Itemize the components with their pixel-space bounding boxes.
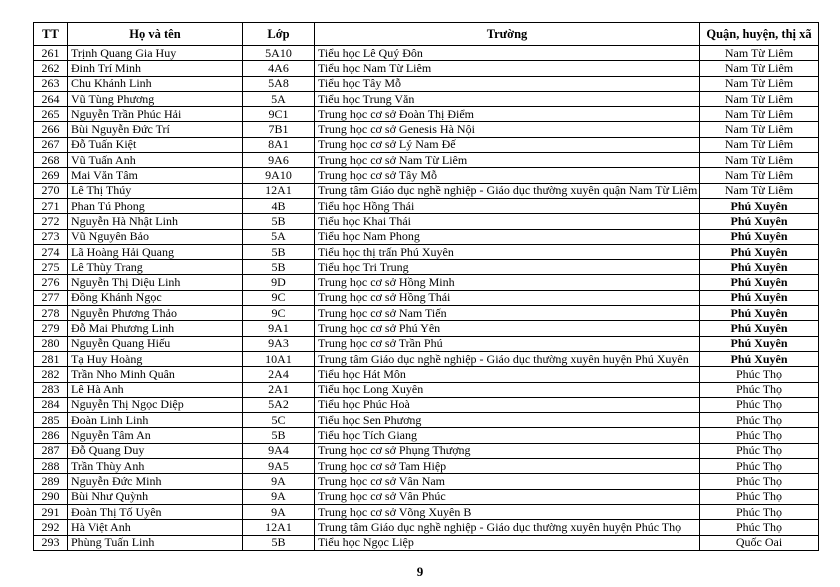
cell-name: Bùi Như Quỳnh	[68, 489, 243, 504]
cell-name: Hà Việt Anh	[68, 520, 243, 535]
cell-district: Phú Xuyên	[700, 198, 819, 213]
table-row	[34, 413, 819, 428]
cell-tt: 266	[34, 122, 68, 137]
table-row	[34, 443, 819, 458]
cell-name: Lã Hoàng Hải Quang	[68, 244, 243, 259]
cell-name: Mai Văn Tâm	[68, 168, 243, 183]
header-name: Họ và tên	[68, 23, 243, 46]
cell-tt: 283	[34, 382, 68, 397]
cell-tt: 287	[34, 443, 68, 458]
cell-class: 5A10	[243, 46, 315, 61]
cell-class: 9A	[243, 489, 315, 504]
cell-class: 5A2	[243, 397, 315, 412]
cell-school: Trung học cơ sở Võng Xuyên B	[315, 504, 700, 519]
cell-name: Trịnh Quang Gia Huy	[68, 46, 243, 61]
table-row	[34, 46, 819, 61]
cell-school: Tiểu học Hát Môn	[315, 367, 700, 382]
cell-class: 9A6	[243, 153, 315, 168]
cell-tt: 265	[34, 107, 68, 122]
table-row	[34, 306, 819, 321]
cell-school: Trung học cơ sở Hồng Minh	[315, 275, 700, 290]
cell-school: Tiểu học Trung Văn	[315, 91, 700, 106]
cell-school: Trung học cơ sở Nam Tiến	[315, 306, 700, 321]
cell-class: 5B	[243, 535, 315, 550]
cell-name: Vũ Tuấn Anh	[68, 153, 243, 168]
table-row	[34, 183, 819, 198]
cell-class: 4A6	[243, 61, 315, 76]
cell-school: Trung học cơ sở Phụng Thượng	[315, 443, 700, 458]
cell-name: Trần Nho Minh Quân	[68, 367, 243, 382]
cell-class: 2A4	[243, 367, 315, 382]
cell-class: 9A10	[243, 168, 315, 183]
cell-district: Nam Từ Liêm	[700, 153, 819, 168]
cell-tt: 267	[34, 137, 68, 152]
cell-tt: 277	[34, 290, 68, 305]
cell-school: Trung học cơ sở Hồng Thái	[315, 290, 700, 305]
cell-district: Quốc Oai	[700, 535, 819, 550]
cell-name: Phan Tú Phong	[68, 198, 243, 213]
cell-district: Phúc Thọ	[700, 397, 819, 412]
cell-name: Đoàn Linh Linh	[68, 413, 243, 428]
cell-district: Phúc Thọ	[700, 520, 819, 535]
cell-name: Nguyễn Thị Diệu Linh	[68, 275, 243, 290]
cell-name: Nguyễn Thị Ngọc Diệp	[68, 397, 243, 412]
cell-tt: 268	[34, 153, 68, 168]
table-row	[34, 198, 819, 213]
cell-tt: 288	[34, 459, 68, 474]
cell-name: Lê Thùy Trang	[68, 260, 243, 275]
cell-district: Phú Xuyên	[700, 244, 819, 259]
cell-tt: 279	[34, 321, 68, 336]
header-school: Trường	[315, 23, 700, 46]
cell-district: Phúc Thọ	[700, 443, 819, 458]
cell-school: Trung học cơ sở Đoàn Thị Điểm	[315, 107, 700, 122]
table-row	[34, 153, 819, 168]
cell-district: Phúc Thọ	[700, 413, 819, 428]
cell-class: 2A1	[243, 382, 315, 397]
cell-class: 9A1	[243, 321, 315, 336]
cell-district: Phú Xuyên	[700, 336, 819, 351]
cell-tt: 269	[34, 168, 68, 183]
cell-class: 9C1	[243, 107, 315, 122]
cell-class: 5C	[243, 413, 315, 428]
cell-district: Phúc Thọ	[700, 428, 819, 443]
cell-school: Trung tâm Giáo dục nghề nghiệp - Giáo dục thường xuyên huyện Phú Xuyên	[315, 351, 700, 366]
cell-class: 10A1	[243, 351, 315, 366]
cell-school: Trung học cơ sở Genesis Hà Nội	[315, 122, 700, 137]
cell-school: Trung học cơ sở Tam Hiệp	[315, 459, 700, 474]
cell-tt: 272	[34, 214, 68, 229]
table-row	[34, 168, 819, 183]
cell-district: Nam Từ Liêm	[700, 91, 819, 106]
cell-tt: 275	[34, 260, 68, 275]
cell-tt: 271	[34, 198, 68, 213]
cell-district: Nam Từ Liêm	[700, 137, 819, 152]
table-row	[34, 321, 819, 336]
cell-class: 9A3	[243, 336, 315, 351]
cell-class: 8A1	[243, 137, 315, 152]
table-row	[34, 535, 819, 550]
table-row	[34, 489, 819, 504]
cell-tt: 263	[34, 76, 68, 91]
cell-tt: 289	[34, 474, 68, 489]
cell-name: Đồng Khánh Ngọc	[68, 290, 243, 305]
cell-tt: 292	[34, 520, 68, 535]
table-row	[34, 428, 819, 443]
cell-name: Lê Thị Thúy	[68, 183, 243, 198]
cell-school: Trung học cơ sở Trần Phú	[315, 336, 700, 351]
cell-school: Trung học cơ sở Lý Nam Đế	[315, 137, 700, 152]
cell-school: Tiểu học Tri Trung	[315, 260, 700, 275]
cell-school: Tiểu học Ngọc Liệp	[315, 535, 700, 550]
cell-class: 9C	[243, 290, 315, 305]
cell-tt: 286	[34, 428, 68, 443]
table-row	[34, 336, 819, 351]
cell-district: Phú Xuyên	[700, 214, 819, 229]
cell-class: 5A	[243, 229, 315, 244]
cell-tt: 273	[34, 229, 68, 244]
table-row	[34, 520, 819, 535]
cell-class: 12A1	[243, 183, 315, 198]
cell-class: 9C	[243, 306, 315, 321]
cell-class: 12A1	[243, 520, 315, 535]
cell-name: Đỗ Tuấn Kiệt	[68, 137, 243, 152]
cell-name: Chu Khánh Linh	[68, 76, 243, 91]
table-row	[34, 459, 819, 474]
cell-tt: 293	[34, 535, 68, 550]
cell-school: Trung học cơ sở Phú Yên	[315, 321, 700, 336]
cell-class: 5A8	[243, 76, 315, 91]
table-row	[34, 290, 819, 305]
cell-district: Nam Từ Liêm	[700, 168, 819, 183]
cell-school: Trung học cơ sở Vân Nam	[315, 474, 700, 489]
cell-school: Trung tâm Giáo dục nghề nghiệp - Giáo dục thường xuyên quận Nam Từ Liêm	[315, 183, 700, 198]
cell-school: Trung học cơ sở Tây Mỗ	[315, 168, 700, 183]
table-row	[34, 504, 819, 519]
cell-school: Tiểu học Khai Thái	[315, 214, 700, 229]
cell-tt: 285	[34, 413, 68, 428]
cell-class: 9A5	[243, 459, 315, 474]
table-row	[34, 244, 819, 259]
table-row	[34, 229, 819, 244]
cell-name: Phùng Tuấn Linh	[68, 535, 243, 550]
table-row	[34, 122, 819, 137]
cell-name: Nguyễn Hà Nhật Linh	[68, 214, 243, 229]
cell-name: Lê Hà Anh	[68, 382, 243, 397]
cell-school: Tiểu học Nam Từ Liêm	[315, 61, 700, 76]
cell-tt: 278	[34, 306, 68, 321]
cell-school: Tiểu học Tây Mỗ	[315, 76, 700, 91]
cell-class: 5B	[243, 214, 315, 229]
cell-name: Tạ Huy Hoàng	[68, 351, 243, 366]
table-row	[34, 76, 819, 91]
table-row	[34, 474, 819, 489]
cell-district: Phú Xuyên	[700, 260, 819, 275]
cell-class: 5B	[243, 244, 315, 259]
cell-school: Tiểu học Long Xuyên	[315, 382, 700, 397]
cell-tt: 284	[34, 397, 68, 412]
cell-district: Phú Xuyên	[700, 290, 819, 305]
cell-name: Bùi Nguyễn Đức Trí	[68, 122, 243, 137]
cell-class: 4B	[243, 198, 315, 213]
cell-class: 9D	[243, 275, 315, 290]
cell-name: Nguyễn Phương Thảo	[68, 306, 243, 321]
cell-name: Đỗ Mai Phương Linh	[68, 321, 243, 336]
table-row	[34, 351, 819, 366]
table-row	[34, 137, 819, 152]
cell-district: Nam Từ Liêm	[700, 61, 819, 76]
cell-tt: 276	[34, 275, 68, 290]
table-row	[34, 91, 819, 106]
cell-tt: 290	[34, 489, 68, 504]
cell-name: Vũ Nguyên Bảo	[68, 229, 243, 244]
cell-district: Phúc Thọ	[700, 459, 819, 474]
cell-name: Đinh Trí Minh	[68, 61, 243, 76]
cell-district: Phúc Thọ	[700, 367, 819, 382]
cell-district: Phú Xuyên	[700, 306, 819, 321]
cell-tt: 282	[34, 367, 68, 382]
cell-class: 9A4	[243, 443, 315, 458]
cell-school: Tiểu học thị trấn Phú Xuyên	[315, 244, 700, 259]
cell-district: Phú Xuyên	[700, 321, 819, 336]
cell-district: Phúc Thọ	[700, 474, 819, 489]
table-row	[34, 214, 819, 229]
cell-district: Phú Xuyên	[700, 229, 819, 244]
cell-district: Nam Từ Liêm	[700, 183, 819, 198]
cell-name: Đoàn Thị Tố Uyên	[68, 504, 243, 519]
cell-tt: 291	[34, 504, 68, 519]
cell-district: Phú Xuyên	[700, 275, 819, 290]
cell-school: Tiểu học Lê Quý Đôn	[315, 46, 700, 61]
cell-tt: 261	[34, 46, 68, 61]
cell-tt: 274	[34, 244, 68, 259]
table-row	[34, 260, 819, 275]
table-row	[34, 397, 819, 412]
cell-name: Nguyễn Đức Minh	[68, 474, 243, 489]
cell-district: Phúc Thọ	[700, 489, 819, 504]
cell-name: Đỗ Quang Duy	[68, 443, 243, 458]
cell-name: Trần Thùy Anh	[68, 459, 243, 474]
cell-class: 5B	[243, 428, 315, 443]
cell-class: 5A	[243, 91, 315, 106]
table-row	[34, 382, 819, 397]
cell-district: Nam Từ Liêm	[700, 46, 819, 61]
cell-name: Nguyễn Tâm An	[68, 428, 243, 443]
cell-school: Trung tâm Giáo dục nghề nghiệp - Giáo dục thường xuyên huyện Phúc Thọ	[315, 520, 700, 535]
cell-name: Nguyễn Trần Phúc Hải	[68, 107, 243, 122]
cell-district: Nam Từ Liêm	[700, 122, 819, 137]
cell-tt: 262	[34, 61, 68, 76]
table-row	[34, 61, 819, 76]
cell-district: Nam Từ Liêm	[700, 107, 819, 122]
cell-tt: 281	[34, 351, 68, 366]
cell-tt: 280	[34, 336, 68, 351]
cell-class: 5B	[243, 260, 315, 275]
cell-school: Tiểu học Phúc Hoà	[315, 397, 700, 412]
cell-school: Trung học cơ sở Vân Phúc	[315, 489, 700, 504]
cell-district: Phúc Thọ	[700, 382, 819, 397]
header-tt: TT	[34, 23, 68, 46]
table-row	[34, 107, 819, 122]
cell-district: Phú Xuyên	[700, 351, 819, 366]
cell-class: 7B1	[243, 122, 315, 137]
page-number: 9	[416, 564, 424, 579]
header-row	[34, 23, 819, 46]
cell-district: Phúc Thọ	[700, 504, 819, 519]
cell-class: 9A	[243, 474, 315, 489]
header-class: Lớp	[243, 23, 315, 46]
table-row	[34, 275, 819, 290]
cell-school: Tiểu học Hồng Thái	[315, 198, 700, 213]
table-row	[34, 367, 819, 382]
cell-name: Nguyễn Quang Hiếu	[68, 336, 243, 351]
cell-school: Tiểu học Sen Phương	[315, 413, 700, 428]
cell-school: Tiểu học Nam Phong	[315, 229, 700, 244]
cell-school: Trung học cơ sở Nam Từ Liêm	[315, 153, 700, 168]
cell-tt: 270	[34, 183, 68, 198]
cell-school: Tiểu học Tích Giang	[315, 428, 700, 443]
cell-class: 9A	[243, 504, 315, 519]
header-district: Quận, huyện, thị xã	[700, 23, 819, 46]
student-table	[33, 22, 819, 551]
cell-district: Nam Từ Liêm	[700, 76, 819, 91]
cell-tt: 264	[34, 91, 68, 106]
cell-name: Vũ Tùng Phương	[68, 91, 243, 106]
